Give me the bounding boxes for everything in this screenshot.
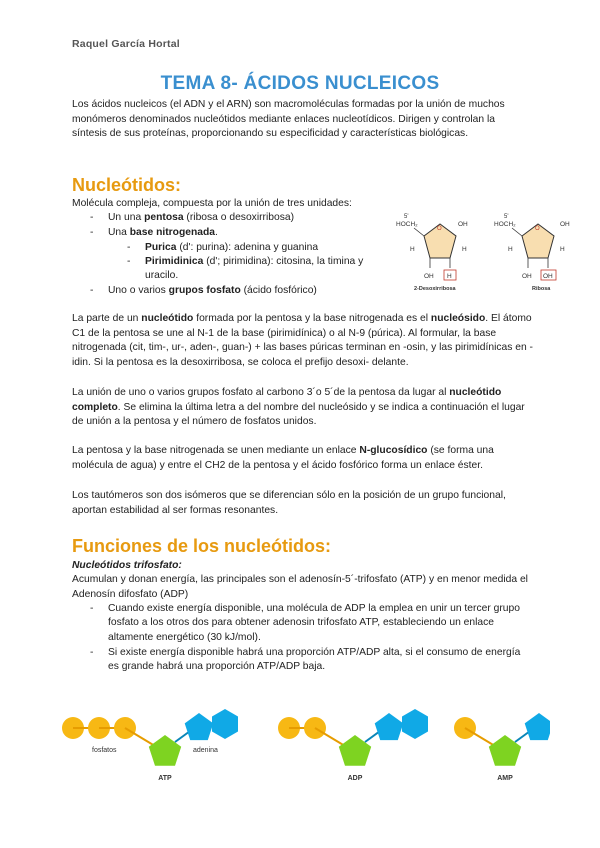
oh-label: OH [458,221,468,228]
paragraph-tautomeros: Los tautómeros son dos isómeros que se diferencian sólo en la posición de un grupo funcional, aportan estabilidad al ser formas resonantes. [72,490,506,516]
pentose-figure [392,206,582,296]
section2-lead: Acumulan y donan energía, las principales son el adenosín-5´-trifosfato (ATP) y en menor medida el Adenosín difosfato (ADP) [72,574,528,600]
list-item: - Una base nitrogenada. [90,227,218,238]
adenine-pentagon [525,713,550,740]
svg-text:OH: OH [522,273,532,280]
svg-text:5': 5' [504,214,509,220]
section2-subheading: Nucleótidos trifosfato: [72,560,182,571]
page-title: TEMA 8- ÁCIDOS NUCLEICOS [160,73,440,94]
list-item: - Si existe energía disponible habrá una proporción ATP/ADP alta, si el consumo de energía es grande habrá una proporción ATP/ADP baja. [90,647,521,673]
h-label: H [410,246,415,253]
paragraph-nucleosido: La parte de un nucleótido formada por la pentosa y la base nitrogenada es el nucleósido. El átomo C1 de la pentosa se une al N-1 de la base (pirimidínica) o al N-9 (púrica). Al formular, la base nitrogenada (cit, tim-, ur-, aden-, guan-) + las bases púricas terminan en -osin, y las pirimidínicas en -idin. Si la pentosa es la desoxirribosa, se coloca el prefijo desoxi- delante. [72,313,533,368]
ribose-sugar [339,735,371,766]
svg-text:HOCH₂: HOCH₂ [494,221,516,228]
adenina-label: adenina [193,747,218,754]
adenine-hexagon [402,709,428,739]
paragraph-enlace: La pentosa y la base nitrogenada se unen mediante un enlace N-glucosídico (se forma una molécula de agua) y entre el CH2 de la pentosa y el ácido fosfórico forma un enlace éster. [72,445,494,471]
svg-text:OH: OH [543,273,553,280]
carbon-5-label: 5' [404,214,409,220]
hoch2-label: HOCH₂ [396,221,418,228]
sub-list-item: - Pirimidinica (d'; pirimidina): citosina, la timina y uracilo. [127,256,364,282]
adenine-pentagon [185,713,214,740]
ribose-sugar [149,735,181,766]
ribose-sugar [489,735,521,766]
svg-text:H: H [560,246,565,253]
sub-list-item: - Purica (d': purina): adenina y guanina [127,242,319,253]
ribosa-structure [494,214,570,292]
molecule-label: ADP [347,775,363,782]
list-item: - Uno o varios grupos fosfato (ácido fosfórico) [90,285,317,296]
label-ribosa: Ribosa [532,286,551,292]
fosfatos-label: fosfatos [92,747,117,754]
svg-text:O: O [437,226,442,232]
molecule-label: ATP [158,775,172,782]
list-item: - Un una pentosa (ribosa o desoxirribosa) [90,212,295,223]
author-name: Raquel García Hortal [72,38,180,50]
svg-text:H: H [447,273,452,280]
atp-adp-amp-diagram [60,700,550,790]
svg-text:O: O [535,226,540,232]
section-heading-nucleotidos: Nucleótidos: [72,175,182,195]
molecule-label: AMP [497,775,513,782]
list-item: - Cuando existe energía disponible, una molécula de ADP la emplea en unir un tercer grupo fosfato a los otros dos para obtener adenosin trifosfato ATP, estableciendo un enlace altamente energético (30 kJ/mol). [90,603,520,643]
paragraph-nucleotido-completo: La unión de uno o varios grupos fosfato al carbono 3´o 5´de la pentosa da lugar al nucleótido completo. Se elimina la última letra a del nombre del nucleósido y se indica a continuación el lugar de unión a la pentosa y el número de fosfatos unidos. [72,387,525,428]
section1-lead: Molécula compleja, compuesta por la unión de tres unidades: [72,198,352,209]
adenine-pentagon [375,713,404,740]
label-2-desoxirribosa: 2-Desoxirribosa [414,286,456,292]
intro-paragraph: Los ácidos nucleicos (el ADN y el ARN) son macromoléculas formadas por la unión de muchos monómeros denominados nucleótidos mediante enlaces nucleotídicos. Dirigen y controlan la síntesis de sus proteínas, proporcionando su especificidad y características biológicas. [72,99,505,140]
section-heading-funciones: Funciones de los nucleótidos: [72,536,332,556]
svg-text:H: H [462,246,467,253]
adenine-hexagon [212,709,238,739]
desoxirribosa-structure [396,214,468,292]
svg-text:H: H [508,246,513,253]
svg-text:OH: OH [560,221,570,228]
svg-text:OH: OH [424,273,434,280]
